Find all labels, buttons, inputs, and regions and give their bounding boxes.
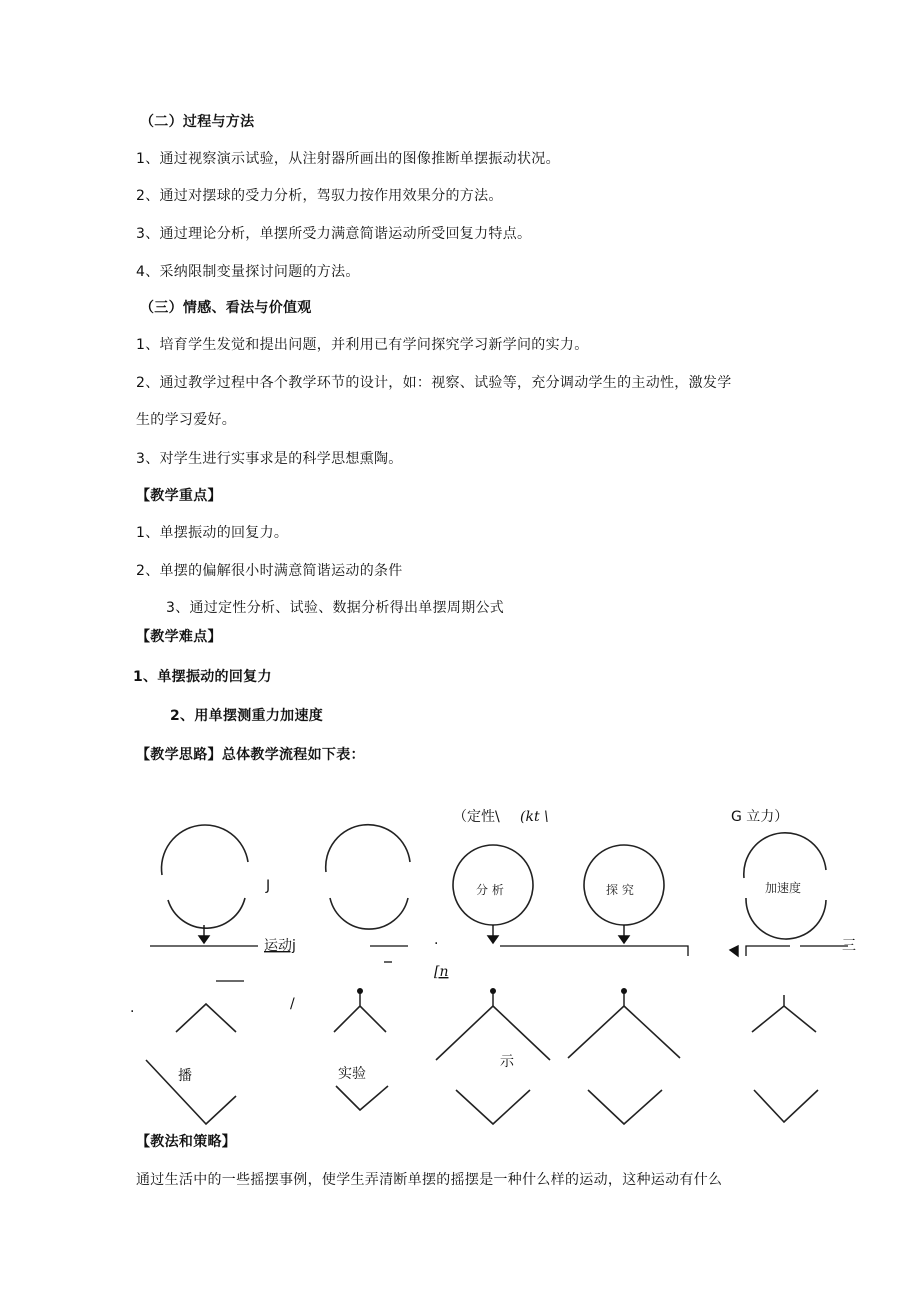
stem-dot-2 [357, 988, 363, 994]
section-heading-emotion: （三）情感、看法与价值观 [140, 300, 312, 316]
circle-label-analysis: 分 析 [476, 883, 504, 897]
emotion-item-1: 1、培育学生发觉和提出问题，并利用已有学问探究学习新学问的实力。 [136, 337, 589, 353]
stem-dots [357, 988, 627, 994]
section-heading-strategy: 【教法和策略】 [136, 1134, 237, 1150]
process-item-1: 1、通过视察演示试验，从注射器所画出的图像推断单摆振动状况。 [136, 151, 560, 167]
mid-label-motion: 运动j [264, 938, 296, 954]
strategy-text: 通过生活中的一些摇摆事例，使学生弄清断单摆的摇摆是一种什么样的运动，这种运动有什么 [136, 1172, 723, 1188]
key-point-1: 1、单摆振动的回复力。 [136, 525, 289, 541]
arrow-1-head [199, 936, 209, 943]
circle-5-bottom-arc [746, 898, 826, 939]
arrow-3-head [488, 936, 498, 943]
process-item-3: 3、通过理论分析，单摆所受力满意简谐运动所受回复力特点。 [136, 226, 532, 242]
circle-1-bottom-arc [168, 898, 245, 928]
circle-1-top-arc [162, 825, 248, 875]
circle-2-bottom-arc [330, 898, 408, 929]
emotion-item-2-cont: 生的学习爱好。 [136, 412, 237, 428]
difficulty-1: 1、单摆振动的回复力 [133, 669, 272, 685]
diamond-3-bottom [456, 1090, 530, 1124]
mid-label-dot-left: · [130, 1004, 135, 1020]
circle-5-top-arc [744, 833, 826, 878]
bar-3-4 [500, 946, 688, 956]
top-label-qualitative: （定性\ [453, 809, 500, 825]
section-heading-approach [136, 744, 365, 764]
flow-diagram-svg [0, 790, 920, 1150]
mid-label-slash: / [290, 996, 295, 1012]
diamond-4-bottom [588, 1090, 662, 1124]
top-label-force: G 立力） [731, 809, 789, 825]
diamond-label-experiment: 实验 [338, 1066, 366, 1082]
arrow-4-head [619, 936, 629, 943]
diamond-2-top [334, 1006, 386, 1032]
diamond-2-bottom [336, 1086, 388, 1110]
diamond-4-top [568, 1006, 680, 1058]
diamond-label-broadcast: 播 [178, 1068, 192, 1084]
section-heading-process: （二）过程与方法 [140, 114, 255, 130]
mid-label-edge: 三 [842, 938, 856, 954]
diamond-1-top [176, 1004, 236, 1032]
circle-label-explore: 探 究 [606, 883, 634, 897]
key-point-2: 2、单摆的偏解很小时满意简谐运动的条件 [136, 563, 403, 579]
bar-5-left [746, 946, 790, 956]
emotion-item-2: 2、通过教学过程中各个教学环节的设计，如：视察、试验等，充分调动学生的主动性，激发学 [136, 375, 732, 391]
stem-dot-3 [490, 988, 496, 994]
difficulty-2: 2、用单摆测重力加速度 [170, 708, 324, 724]
circle-label-1: J [266, 878, 271, 894]
process-item-2: 2、通过对摆球的受力分析，驾驭力按作用效果分的方法。 [136, 188, 503, 204]
diamond-label-show: 示 [500, 1054, 514, 1070]
teaching-flow-diagram [0, 790, 920, 1150]
diamond-3-top [436, 1006, 550, 1060]
circle-2-top-arc [326, 825, 410, 872]
bars-group [150, 946, 848, 981]
top-label-kt: (kt \ [520, 809, 549, 825]
section-heading-key-points: 【教学重点】 [136, 488, 222, 504]
diamonds-group [146, 1004, 818, 1124]
stem-dot-4 [621, 988, 627, 994]
diamond-5-top [752, 1006, 816, 1032]
circle-label-acceleration: 加速度 [765, 881, 802, 895]
circles-group [162, 825, 826, 939]
section-heading-difficulties: 【教学难点】 [136, 629, 222, 645]
stems-group [360, 992, 784, 1006]
arrow-5-head [730, 946, 738, 956]
key-point-3: 3、通过定性分析、试验、数据分析得出单摆周期公式 [166, 600, 505, 616]
diamond-5-bottom [754, 1090, 818, 1122]
process-item-4: 4、采纳限制变量探讨问题的方法。 [136, 264, 360, 280]
approach-heading-bold: 【教学思路】 [136, 747, 222, 763]
mid-label-dot: · [434, 936, 439, 952]
mid-label-n: [n [434, 964, 449, 980]
approach-heading-rest: 总体教学流程如下表： [221, 747, 365, 763]
emotion-item-3: 3、对学生进行实事求是的科学思想熏陶。 [136, 451, 403, 467]
